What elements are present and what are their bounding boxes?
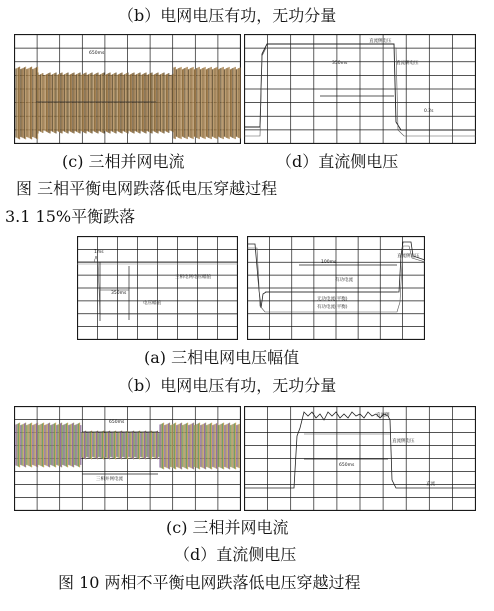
section-heading: 3.1 15%平衡跌落 <box>5 207 136 226</box>
panel-6-label-0: 直流侧 <box>376 413 390 418</box>
panel-2-label-1: 350ms <box>332 61 348 66</box>
panel-3-plot <box>77 236 238 340</box>
panel-3-label-3: 电压幅值 <box>143 301 161 306</box>
panel-4-plot <box>247 236 425 340</box>
caption-a2: (a) 三相电网电压幅值 <box>144 348 300 367</box>
caption-d1: （d）直流侧电压 <box>276 152 399 171</box>
panel-voltage-amplitude <box>77 236 238 340</box>
panel-dc-voltage-2 <box>247 236 425 340</box>
panel-4-label-0: 100ms <box>321 260 337 265</box>
panel-5-label-duration: 650ms <box>109 420 125 425</box>
caption-c2: (c) 三相并网电流 <box>166 518 289 537</box>
figure-10-caption: 图 10 两相不平衡电网跌落低电压穿越过程 <box>58 573 361 592</box>
panel-6-label-3: 直流 <box>426 482 435 487</box>
caption-d2: （d）直流侧电压 <box>174 545 297 564</box>
panel-4-label-2: 有功电流 <box>335 278 353 283</box>
caption-c1: (c) 三相并网电流 <box>62 152 185 171</box>
figure-caption-top: 图 三相平衡电网跌落低电压穿越过程 <box>16 179 278 198</box>
panel-three-phase-current-2 <box>14 406 241 511</box>
panel-6-label-1: 直流侧电压 <box>392 439 415 444</box>
panel-dc-voltage-1 <box>244 34 476 144</box>
panel-6-label-2: 650ms <box>339 463 355 468</box>
panel-2-label-0: 直流侧电压 <box>369 39 392 44</box>
panel-3-label-2: 350ms <box>111 291 127 296</box>
panel-2-label-3: 0.2s <box>424 109 434 114</box>
panel-3-label-1: 三相电网电压幅值 <box>175 275 211 280</box>
panel-three-phase-current-1 <box>14 34 241 144</box>
panel-2-label-2: 直流侧电压 <box>396 61 419 66</box>
panel-2-plot <box>244 34 476 144</box>
panel-4-label-1: 直流侧电压 <box>397 254 420 259</box>
panel-4-label-4: 有功电流(平衡) <box>317 305 348 310</box>
panel-4-label-3: 无功电流(平衡) <box>317 297 348 302</box>
panel-5-plot <box>14 406 241 511</box>
caption-b2: （b）电网电压有功，无功分量 <box>118 376 337 395</box>
panel-3-label-0: 1ms <box>94 250 104 255</box>
panel-6-plot <box>244 406 476 511</box>
panel-dc-voltage-3 <box>244 406 476 511</box>
panel-1-label-duration: 650ms <box>89 51 105 56</box>
panel-5-label-name: 三相并网电流 <box>96 477 123 482</box>
panel-1-plot <box>14 34 241 144</box>
caption-top-b: （b）电网电压有功，无功分量 <box>118 6 337 25</box>
